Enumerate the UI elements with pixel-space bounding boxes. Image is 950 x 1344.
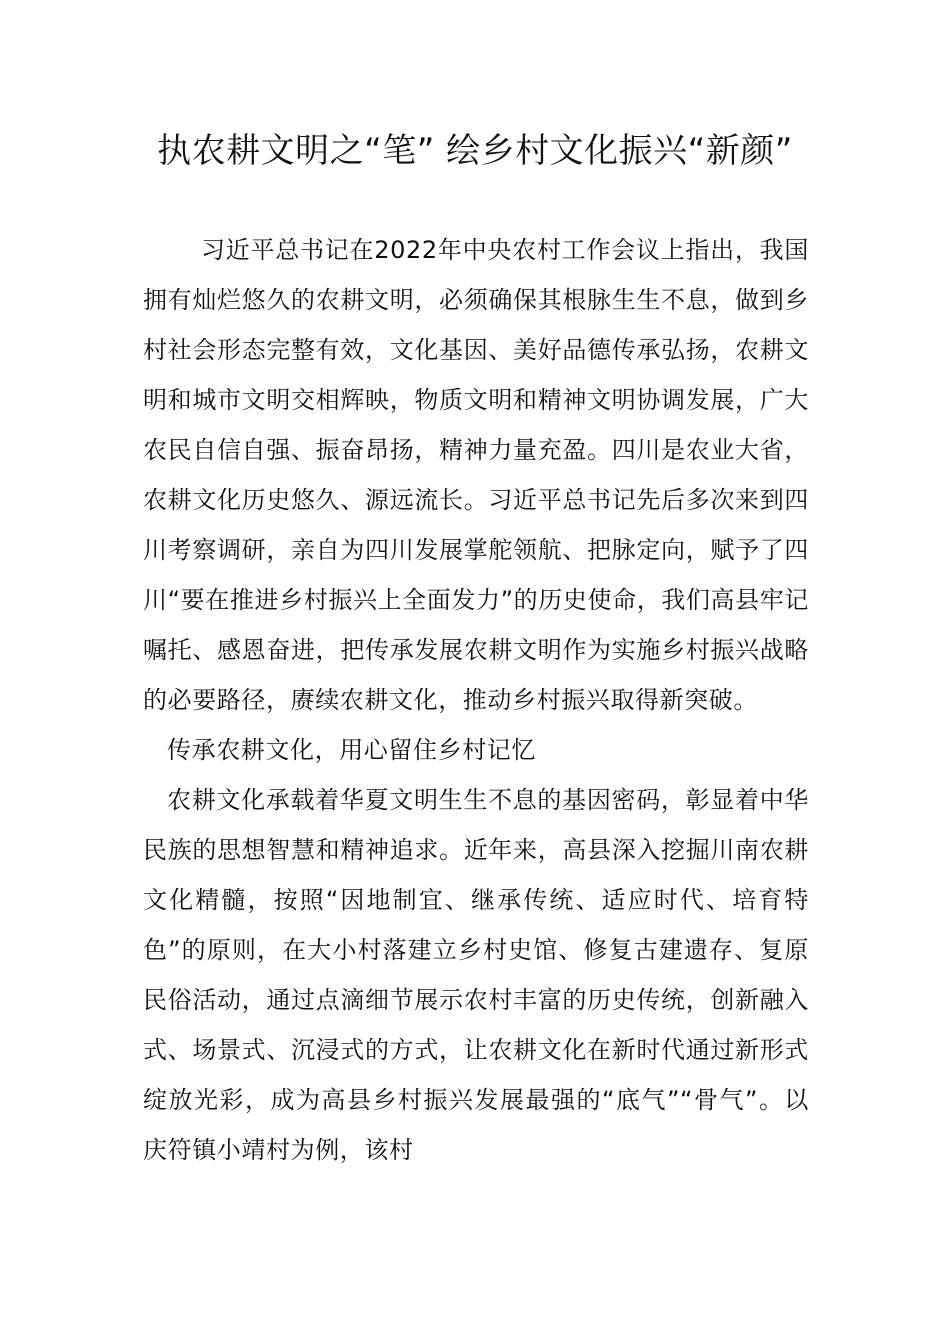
document-body xyxy=(143,225,809,1175)
document-title: 执农耕文明之“笔” 绘乡村文化振兴“新颜” xyxy=(157,131,793,171)
paragraph-section-body: 农耕文化承载着华夏文明生生不息的基因密码，彰显着中华民族的思想智慧和精神追求。近年来，高县深入挖掘川南农耕文化精髓，按照“因地制宜、继承传统、适应时代、培育特色”的原则，在大小村落建立乡村史馆、修复古建遗存、复原民俗活动，通过点滴细节展示农村丰富的历史传统，创新融入式、场景式、沉浸式的方式，让农耕文化在新时代通过新形式绽放光彩，成为高县乡村振兴发展最强的“底气”“骨气”。以庆符镇小靖村为例，该村 xyxy=(143,786,809,1164)
section-heading: 传承农耕文化，用心留住乡村记忆 xyxy=(167,736,536,764)
paragraph-intro: 习近平总书记在2022年中央农村工作会议上指出，我国拥有灿烂悠久的农耕文明，必须确保其根脉生生不息，做到乡村社会形态完整有效，文化基因、美好品德传承弘扬，农耕文明和城市文明交相辉映，物质文明和精神文明协调发展，广大农民自信自强、振奋昂扬，精神力量充盈。四川是农业大省，农耕文化历史悠久、源远流长。习近平总书记先后多次来到四川考察调研，亲自为四川发展掌舵领航、把脉定向，赋予了四川“要在推进乡村振兴上全面发力”的历史使命，我们高县牢记嘱托、感恩奋进，把传承发展农耕文明作为实施乡村振兴战略的必要路径，赓续农耕文化，推动乡村振兴取得新突破。 xyxy=(143,236,809,714)
